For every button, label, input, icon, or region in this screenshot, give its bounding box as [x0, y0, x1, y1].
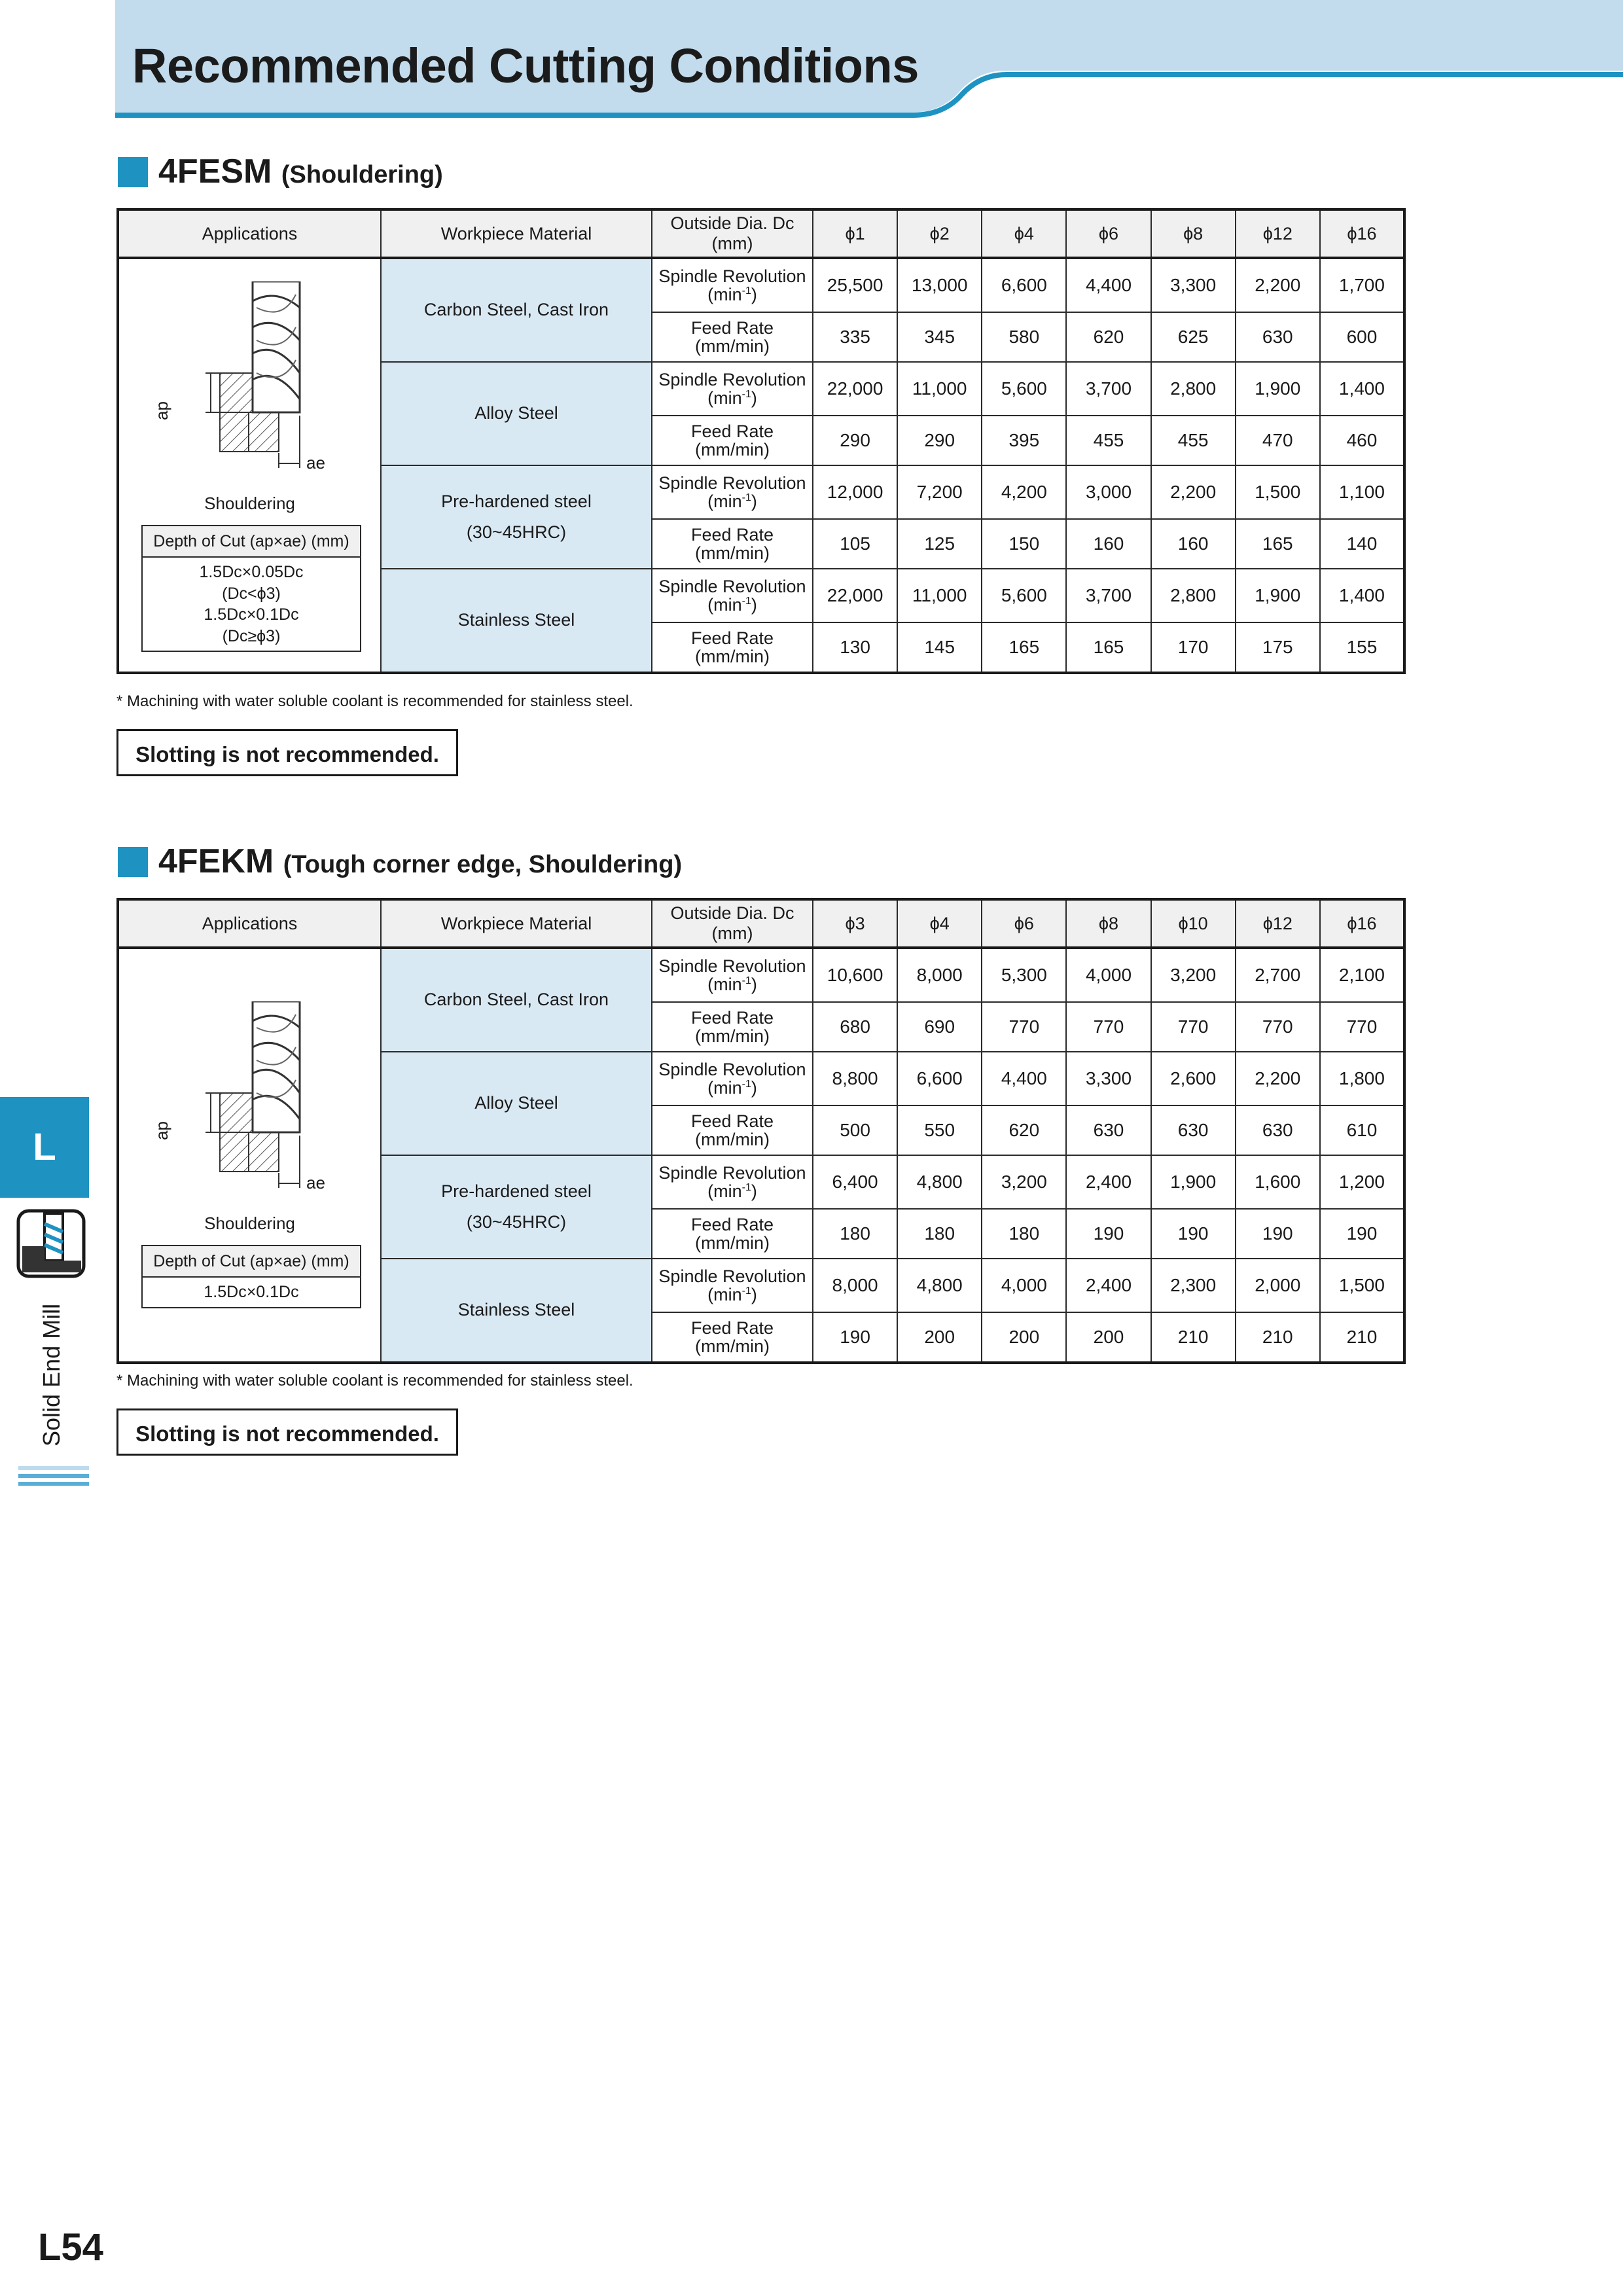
feed-value: 210 — [1151, 1312, 1236, 1363]
table-header-row — [118, 209, 1404, 258]
spindle-value: 8,000 — [813, 1259, 897, 1312]
section-code: 4FESM — [158, 152, 272, 190]
feed-value: 455 — [1066, 416, 1150, 465]
feed-value: 770 — [1066, 1002, 1150, 1052]
depth-of-cut-condition: (Dc<ϕ3) — [222, 584, 281, 603]
feed-value: 345 — [897, 312, 982, 362]
feed-value: 625 — [1151, 312, 1236, 362]
header-diameter: ϕ12 — [1236, 899, 1320, 948]
spindle-label: Spindle Revolution $(\min^{-1})$ — [652, 258, 813, 312]
spindle-value: 25,500 — [813, 258, 897, 312]
spindle-label: Spindle Revolution $(\min^{-1})$ — [652, 362, 813, 416]
feed-value: 770 — [982, 1002, 1066, 1052]
spindle-value: 3,200 — [1151, 948, 1236, 1002]
spindle-value: 2,800 — [1151, 362, 1236, 416]
spindle-value: 1,100 — [1320, 465, 1404, 519]
spindle-value: 4,000 — [982, 1259, 1066, 1312]
spindle-label: Spindle Revolution $(\min^{-1})$ — [652, 1052, 813, 1105]
spindle-value: 3,700 — [1066, 569, 1150, 622]
feed-value: 630 — [1066, 1105, 1150, 1155]
feed-value: 130 — [813, 622, 897, 673]
feed-value: 610 — [1320, 1105, 1404, 1155]
feed-value: 500 — [813, 1105, 897, 1155]
header-diameter: ϕ8 — [1151, 209, 1236, 258]
feed-value: 630 — [1236, 1105, 1320, 1155]
depth-of-cut-condition: (Dc≥ϕ3) — [222, 626, 281, 645]
depth-of-cut-value: 1.5Dc×0.05Dc — [199, 563, 304, 581]
spindle-value: 1,500 — [1236, 465, 1320, 519]
cutting-table-4fesm — [116, 208, 1406, 674]
spindle-value: 1,600 — [1236, 1155, 1320, 1209]
spindle-label: Spindle Revolution $(\min^{-1})$ — [652, 465, 813, 519]
table-row — [118, 258, 1404, 312]
table-header-row — [118, 899, 1404, 948]
spindle-value: 22,000 — [813, 362, 897, 416]
table-row — [118, 948, 1404, 1002]
feed-value: 105 — [813, 519, 897, 569]
spindle-value: 13,000 — [897, 258, 982, 312]
feed-label: Feed Rate (mm/min) — [652, 1002, 813, 1052]
feed-value: 335 — [813, 312, 897, 362]
shouldering-tool-diagram — [191, 281, 322, 478]
spindle-value: 4,400 — [982, 1052, 1066, 1105]
feed-value: 200 — [982, 1312, 1066, 1363]
feed-value: 210 — [1236, 1312, 1320, 1363]
header-diameter: ϕ16 — [1320, 899, 1404, 948]
feed-value: 630 — [1236, 312, 1320, 362]
feed-value: 455 — [1151, 416, 1236, 465]
header-applications: Applications — [118, 209, 381, 258]
slotting-notice: Slotting is not recommended. — [116, 729, 458, 776]
depth-of-cut-box — [141, 1245, 361, 1308]
section-marker-icon — [118, 157, 148, 187]
spindle-value: 6,600 — [982, 258, 1066, 312]
ae-label: ae — [306, 1173, 325, 1193]
material-cell: Pre-hardened steel (30~45HRC) — [381, 1155, 652, 1259]
spindle-value: 7,200 — [897, 465, 982, 519]
spindle-value: 10,600 — [813, 948, 897, 1002]
spindle-value: 2,400 — [1066, 1155, 1150, 1209]
spindle-value: 2,000 — [1236, 1259, 1320, 1312]
feed-value: 620 — [1066, 312, 1150, 362]
header-dia: Outside Dia. Dc (mm) — [652, 209, 813, 258]
end-mill-icon — [16, 1208, 88, 1280]
chapter-tab: L — [0, 1097, 89, 1198]
feed-value: 145 — [897, 622, 982, 673]
spindle-value: 2,200 — [1236, 1052, 1320, 1105]
section-code: 4FEKM — [158, 842, 274, 880]
feed-value: 690 — [897, 1002, 982, 1052]
section-marker-icon — [118, 847, 148, 877]
material-cell: Carbon Steel, Cast Iron — [381, 948, 652, 1052]
application-label: Shouldering — [204, 1213, 295, 1233]
feed-value: 160 — [1066, 519, 1150, 569]
spindle-value: 2,600 — [1151, 1052, 1236, 1105]
spindle-value: 11,000 — [897, 362, 982, 416]
header-diameter: ϕ2 — [897, 209, 982, 258]
page-number: L54 — [38, 2226, 103, 2269]
spindle-value: 2,200 — [1236, 258, 1320, 312]
spindle-value: 6,400 — [813, 1155, 897, 1209]
feed-value: 200 — [1066, 1312, 1150, 1363]
header-material: Workpiece Material — [381, 209, 652, 258]
feed-value: 180 — [897, 1209, 982, 1259]
material-cell: Alloy Steel — [381, 362, 652, 465]
header-diameter: ϕ1 — [813, 209, 897, 258]
feed-value: 190 — [1320, 1209, 1404, 1259]
shouldering-tool-diagram — [191, 1001, 322, 1198]
coolant-note: * Machining with water soluble coolant is recommended for stainless steel. — [116, 1372, 633, 1390]
feed-value: 165 — [982, 622, 1066, 673]
header-diameter: ϕ4 — [897, 899, 982, 948]
feed-label: Feed Rate (mm/min) — [652, 1209, 813, 1259]
spindle-value: 2,300 — [1151, 1259, 1236, 1312]
spindle-value: 1,900 — [1236, 569, 1320, 622]
feed-label: Feed Rate (mm/min) — [652, 1312, 813, 1363]
material-cell: Pre-hardened steel (30~45HRC) — [381, 465, 652, 569]
feed-value: 140 — [1320, 519, 1404, 569]
header-diameter: ϕ6 — [1066, 209, 1150, 258]
feed-value: 170 — [1151, 622, 1236, 673]
feed-value: 180 — [982, 1209, 1066, 1259]
spindle-value: 11,000 — [897, 569, 982, 622]
spindle-value: 3,700 — [1066, 362, 1150, 416]
feed-value: 190 — [1151, 1209, 1236, 1259]
feed-value: 620 — [982, 1105, 1066, 1155]
spindle-label: Spindle Revolution $(\min^{-1})$ — [652, 569, 813, 622]
spindle-value: 3,300 — [1066, 1052, 1150, 1105]
spindle-value: 3,000 — [1066, 465, 1150, 519]
feed-value: 395 — [982, 416, 1066, 465]
section-subtitle: (Tough corner edge, Shouldering) — [283, 851, 683, 878]
spindle-value: 8,000 — [897, 948, 982, 1002]
spindle-value: 2,200 — [1151, 465, 1236, 519]
spindle-value: 3,300 — [1151, 258, 1236, 312]
material-cell: Stainless Steel — [381, 1259, 652, 1363]
feed-value: 630 — [1151, 1105, 1236, 1155]
feed-value: 160 — [1151, 519, 1236, 569]
spindle-value: 1,900 — [1236, 362, 1320, 416]
ae-label: ae — [306, 453, 325, 473]
feed-value: 175 — [1236, 622, 1320, 673]
ap-label: ap — [152, 1121, 171, 1140]
spindle-value: 4,800 — [897, 1155, 982, 1209]
material-cell: Carbon Steel, Cast Iron — [381, 258, 652, 362]
feed-value: 180 — [813, 1209, 897, 1259]
ap-label: ap — [152, 401, 171, 420]
feed-value: 290 — [897, 416, 982, 465]
chapter-name: Solid End Mill — [38, 1303, 65, 1446]
feed-label: Feed Rate (mm/min) — [652, 519, 813, 569]
spindle-value: 5,600 — [982, 362, 1066, 416]
spindle-value: 12,000 — [813, 465, 897, 519]
spindle-value: 6,600 — [897, 1052, 982, 1105]
spindle-value: 1,500 — [1320, 1259, 1404, 1312]
header-diameter: ϕ4 — [982, 209, 1066, 258]
spindle-value: 4,200 — [982, 465, 1066, 519]
decor-line — [18, 1474, 89, 1478]
cutting-table-4fekm — [116, 898, 1406, 1364]
depth-of-cut-header: Depth of Cut (ap×ae) (mm) — [143, 526, 360, 558]
section-subtitle: (Shouldering) — [281, 161, 443, 188]
feed-label: Feed Rate (mm/min) — [652, 416, 813, 465]
spindle-value: 1,900 — [1151, 1155, 1236, 1209]
feed-value: 580 — [982, 312, 1066, 362]
feed-label: Feed Rate (mm/min) — [652, 1105, 813, 1155]
feed-value: 200 — [897, 1312, 982, 1363]
material-cell: Stainless Steel — [381, 569, 652, 673]
spindle-value: 5,300 — [982, 948, 1066, 1002]
spindle-value: 2,400 — [1066, 1259, 1150, 1312]
feed-value: 190 — [813, 1312, 897, 1363]
feed-value: 190 — [1236, 1209, 1320, 1259]
feed-value: 165 — [1066, 622, 1150, 673]
feed-value: 155 — [1320, 622, 1404, 673]
spindle-value: 2,700 — [1236, 948, 1320, 1002]
spindle-value: 1,700 — [1320, 258, 1404, 312]
applications-cell — [118, 258, 381, 673]
depth-of-cut-value: 1.5Dc×0.1Dc — [204, 1283, 299, 1301]
depth-of-cut-value: 1.5Dc×0.1Dc — [204, 605, 299, 624]
spindle-value: 8,800 — [813, 1052, 897, 1105]
feed-value: 460 — [1320, 416, 1404, 465]
spindle-label: Spindle Revolution $(\min^{-1})$ — [652, 1259, 813, 1312]
feed-value: 770 — [1151, 1002, 1236, 1052]
page-header — [115, 0, 1623, 124]
spindle-value: 1,400 — [1320, 569, 1404, 622]
applications-cell — [118, 948, 381, 1363]
spindle-value: 3,200 — [982, 1155, 1066, 1209]
spindle-value: 1,800 — [1320, 1052, 1404, 1105]
spindle-value: 2,100 — [1320, 948, 1404, 1002]
spindle-value: 1,400 — [1320, 362, 1404, 416]
coolant-note: * Machining with water soluble coolant is recommended for stainless steel. — [116, 692, 633, 710]
spindle-value: 22,000 — [813, 569, 897, 622]
header-diameter: ϕ10 — [1151, 899, 1236, 948]
spindle-value: 4,400 — [1066, 258, 1150, 312]
header-diameter: ϕ6 — [982, 899, 1066, 948]
spindle-label: Spindle Revolution $(\min^{-1})$ — [652, 948, 813, 1002]
header-material: Workpiece Material — [381, 899, 652, 948]
feed-value: 150 — [982, 519, 1066, 569]
feed-value: 290 — [813, 416, 897, 465]
feed-value: 190 — [1066, 1209, 1150, 1259]
header-dia: Outside Dia. Dc (mm) — [652, 899, 813, 948]
decor-line — [18, 1466, 89, 1470]
application-label: Shouldering — [204, 493, 295, 513]
spindle-label: Spindle Revolution $(\min^{-1})$ — [652, 1155, 813, 1209]
depth-of-cut-header: Depth of Cut (ap×ae) (mm) — [143, 1246, 360, 1278]
header-applications: Applications — [118, 899, 381, 948]
feed-value: 770 — [1320, 1002, 1404, 1052]
page-title: Recommended Cutting Conditions — [132, 39, 919, 93]
feed-value: 210 — [1320, 1312, 1404, 1363]
feed-label: Feed Rate (mm/min) — [652, 312, 813, 362]
material-cell: Alloy Steel — [381, 1052, 652, 1155]
header-diameter: ϕ8 — [1066, 899, 1150, 948]
feed-value: 470 — [1236, 416, 1320, 465]
spindle-value: 2,800 — [1151, 569, 1236, 622]
decor-line — [18, 1482, 89, 1486]
feed-value: 680 — [813, 1002, 897, 1052]
depth-of-cut-box — [141, 525, 361, 652]
feed-value: 600 — [1320, 312, 1404, 362]
feed-label: Feed Rate (mm/min) — [652, 622, 813, 673]
header-diameter: ϕ3 — [813, 899, 897, 948]
spindle-value: 1,200 — [1320, 1155, 1404, 1209]
feed-value: 550 — [897, 1105, 982, 1155]
spindle-value: 4,800 — [897, 1259, 982, 1312]
spindle-value: 5,600 — [982, 569, 1066, 622]
header-diameter: ϕ12 — [1236, 209, 1320, 258]
spindle-value: 4,000 — [1066, 948, 1150, 1002]
feed-value: 165 — [1236, 519, 1320, 569]
feed-value: 770 — [1236, 1002, 1320, 1052]
header-diameter: ϕ16 — [1320, 209, 1404, 258]
slotting-notice: Slotting is not recommended. — [116, 1408, 458, 1456]
feed-value: 125 — [897, 519, 982, 569]
side-decor-lines — [18, 1466, 89, 1490]
